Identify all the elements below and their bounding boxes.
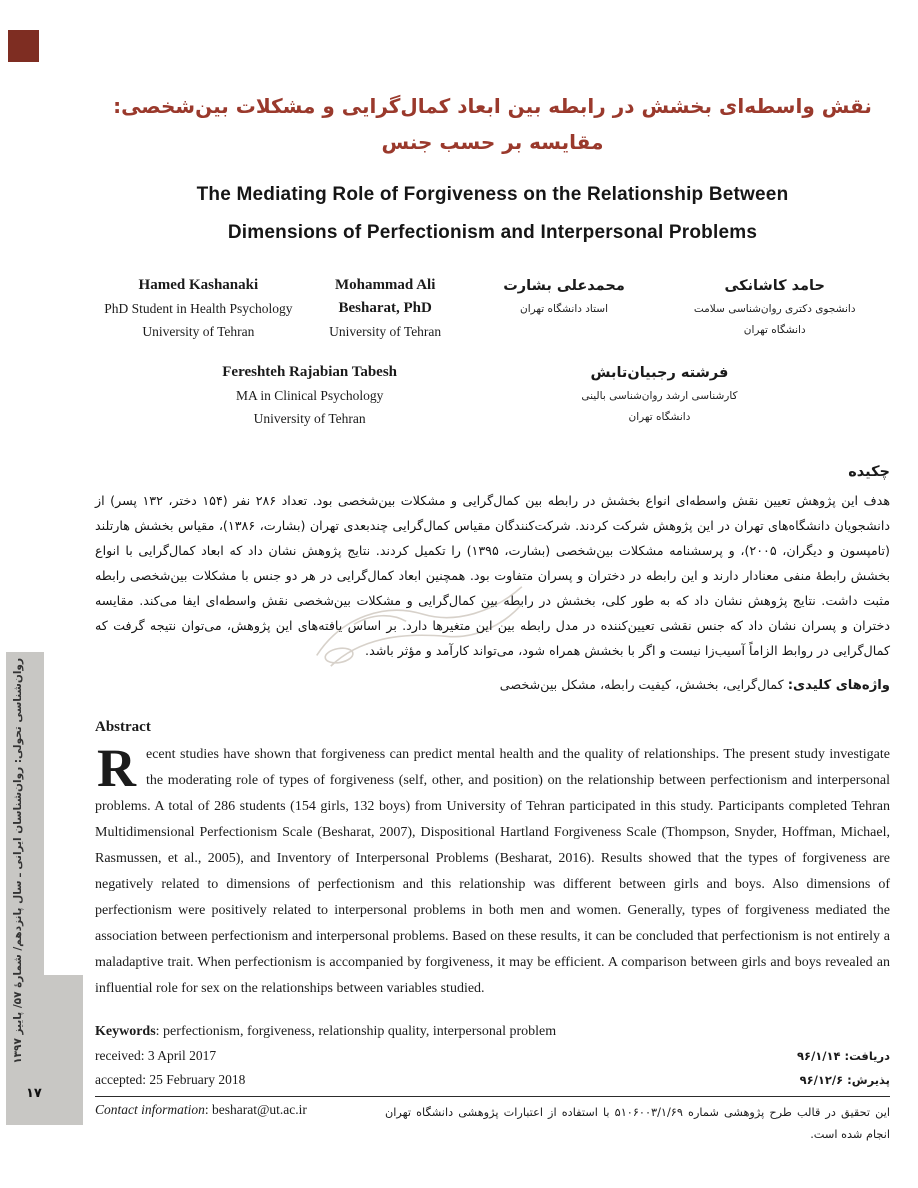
author-affiliation: University of Tehran (142, 324, 255, 339)
author-card (95, 274, 302, 343)
received-en: received: 3 April 2017 (95, 1048, 217, 1063)
accepted-fa: پذیرش: ۹۶/۱۲/۶ (799, 1073, 890, 1087)
dropcap-letter: R (97, 738, 136, 798)
author-card (95, 361, 524, 430)
author-name: محمدعلی بشارت (503, 278, 625, 294)
english-keywords (95, 1024, 890, 1040)
persian-title-line1: نقش واسطه‌ای بخشش در رابطه بین ابعاد کمال‌گرایی و مشکلات بین‌شخصی: (113, 94, 872, 118)
english-keywords-text: : perfectionism, forgiveness, relationship quality, interpersonal problem (155, 1024, 557, 1039)
author-affiliation: دانشگاه تهران (743, 324, 806, 336)
persian-abstract-text: هدف این پژوهش تعیین نقش واسطه‌ای انواع بخشش در رابطه بین کمال‌گرایی و مشکلات بین‌شخصی بود. تعداد ۲۸۶ نفر (۱۵۴ دختر، ۱۳۲ پسر) از دانشجویان دانشگاه‌های تهران در این پژوهش شرکت کردند. شرکت‌کنندگان مقیاس کمال‌گرایی چندبعدی تهران (بشارت، ۱۳۸۶)، مقیاس بخشش هارتلند (تامپسون و دیگران، ۲۰۰۵)، و پرسشنامه مشکلات بین‌شخصی (بشارت، ۱۳۹۵) را تکمیل کردند. نتایج پژوهش نشان داد که ابعاد کمال‌گرایی با انواع بخشش رابطهٔ منفی معنادار دارند و این رابطه در دختران و پسران متفاوت بود. همچنین ابعاد کمال‌گرایی در هر دو جنس با مشکلات بین‌شخصی رابطه مثبت داشت. نتایج پژوهش نشان داد که به طور کلی، بخشش در رابطه بین کمال‌گرایی و مشکلات بین‌شخصی نقش واسطه‌ای ایفا می‌کند. مقایسه دختران و پسران نشان داد که جنس نقشی تعیین‌کننده در مدل رابطه بین این متغیرها دارد. بر اساس یافته‌های این پژوهش، می‌توان نتیجه گرفت که کمال‌گرایی در روابط الزاماً آسیب‌زا نیست و اگر با بخشش همراه شود، می‌تواند کارآمد و مؤثر باشد. (95, 493, 891, 658)
research-grant-note: این تحقیق در قالب طرح پژوهشی شماره ۵۱۰۶۰۰۳/۱/۶۹ با استفاده از اعتبارات پژوهشی دانشگاه تهران انجام شده است. (385, 1106, 890, 1141)
english-title-line1: The Mediating Role of Forgiveness on the Relationship Between (196, 184, 789, 205)
article-footer (95, 1044, 890, 1146)
persian-keywords (95, 677, 890, 693)
authors-row-2 (95, 361, 890, 430)
english-abstract-text (95, 738, 890, 1002)
received-row (95, 1044, 890, 1068)
accepted-row (95, 1068, 890, 1092)
author-affiliation: University of Tehran (253, 411, 366, 426)
author-name: Mohammad Ali (334, 277, 436, 293)
author-affiliation: MA in Clinical Psychology (235, 388, 384, 403)
author-card (469, 274, 660, 343)
authors-row-1 (95, 274, 890, 343)
author-affiliation: دانشگاه تهران (628, 411, 691, 423)
accepted-en: accepted: 25 February 2018 (95, 1072, 246, 1087)
author-affiliation: PhD Student in Health Psychology (104, 301, 293, 316)
author-name: فرشته رجبیان‌تابش (590, 365, 729, 381)
accent-square (8, 30, 39, 62)
persian-abstract-heading: چکیده (848, 464, 890, 480)
english-title-line2: Dimensions of Perfectionism and Interpersonal Problems (227, 222, 758, 243)
english-keywords-label: Keywords (95, 1024, 156, 1039)
author-card (524, 361, 794, 430)
author-affiliation: استاد دانشگاه تهران (520, 303, 609, 315)
received-fa: دریافت: ۹۶/۱/۱۴ (797, 1049, 890, 1063)
author-affiliation: کارشناسی ارشد روان‌شناسی بالینی (581, 390, 738, 402)
author-name: Besharat, PhD (338, 300, 432, 316)
contact-label: Contact information (95, 1102, 205, 1117)
page-number: ۱۷ (26, 1086, 42, 1101)
journal-spine-title: روان‌شناسی تحولی: روان‌شناسان ایرانی ـ سال پانزدهم/ شمارهٔ ۵۷/ پاییز ۱۳۹۷ (12, 658, 24, 1064)
contact-email: : besharat@ut.ac.ir (204, 1102, 307, 1117)
author-card (302, 274, 469, 343)
author-card (659, 274, 890, 343)
article-content (95, 0, 890, 1040)
english-abstract-body: ecent studies have shown that forgiveness can predict mental health and the quality of relationships. The present study investigate the moderating role of types of forgiveness (self, other, and position) on the relationship between perfectionism and interpersonal problems. A total of 286 students (154 girls, 132 boys) from University of Tehran participated in this study. Participants completed Tehran Multidimensional Perfectionism Scale (Besharat, 2007), Dispositional Hartland Forgiveness Scale (Thompson, Snyder, Hoffman, Michael, Rasmussen, et al., 2005), and Inventory of Interpersonal Problems (Besharat, 2016). Results showed that the types of forgiveness are negatively related to dimensions of perfectionism and this relationship was different between girls and boys. Also dimensions of perfectionism were positively related to interpersonal problems in both men and women. Generally, types of forgiveness mediated the association between perfectionism and interpersonal problems. Based on these results, it can be concluded that perfectionism is not entirely a maladaptive trait. When perfectionism is accompanied by forgiveness, it may be efficient. A comparison between girls and boys revealed an influential role for sex on the relationships between variables studied. (95, 747, 890, 996)
contact-information (95, 1102, 307, 1118)
persian-title-line2: مقایسه بر حسب جنس (381, 130, 604, 154)
persian-keywords-text: کمال‌گرایی، بخشش، کیفیت رابطه، مشکل بین‌شخصی (499, 677, 788, 692)
author-name: Hamed Kashanaki (138, 277, 259, 293)
author-affiliation: University of Tehran (329, 324, 442, 339)
english-abstract-heading: Abstract (95, 719, 151, 735)
footer-divider-row (95, 1096, 890, 1146)
author-affiliation: دانشجوی دکتری روان‌شناسی سلامت (693, 303, 856, 315)
persian-keywords-label: واژه‌های کلیدی: (787, 678, 890, 693)
author-name: حامد کاشانکی (724, 278, 825, 294)
author-name: Fereshteh Rajabian Tabesh (222, 364, 398, 380)
